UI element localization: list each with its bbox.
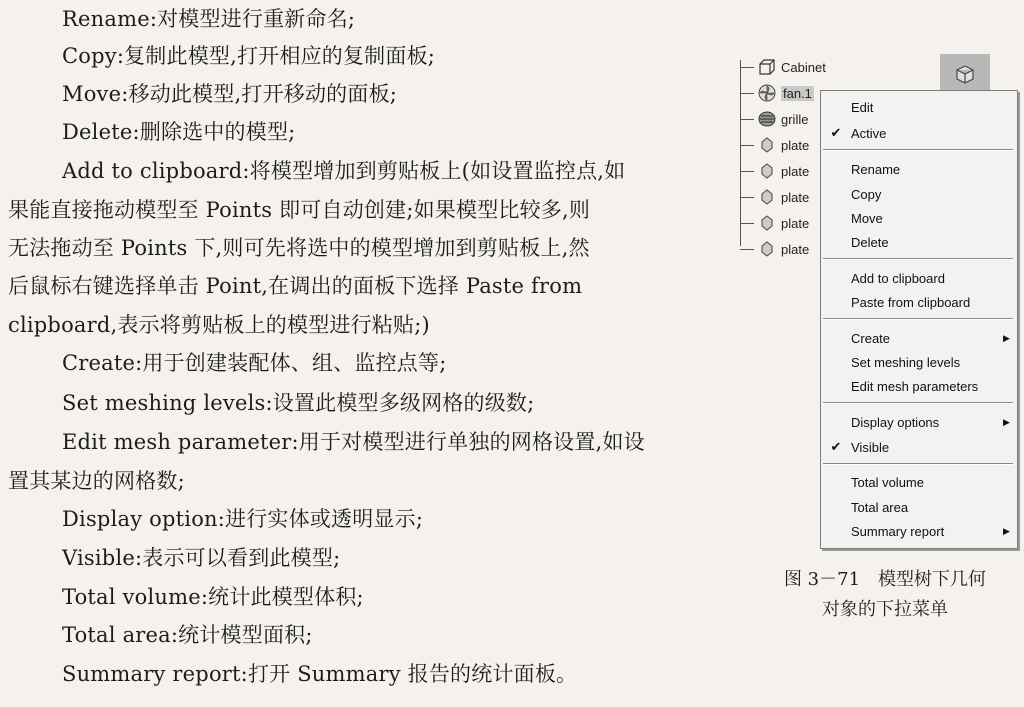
menu-item-delete[interactable]: Delete bbox=[851, 234, 889, 250]
menu-item-add-to-clipboard[interactable]: Add to clipboard bbox=[851, 270, 945, 286]
text-line: 果能直接拖动模型至 Points 即可自动创建;如果模型比较多,则 bbox=[8, 198, 591, 222]
tree-item-label: plate bbox=[781, 189, 810, 205]
plate-icon bbox=[758, 240, 776, 258]
text-line: Set meshing levels:设置此模型多级网格的级数; bbox=[62, 391, 535, 415]
menu-separator bbox=[823, 318, 1013, 320]
caption-line: 图 3－71 模型树下几何 bbox=[783, 569, 987, 590]
caption-line: 对象的下拉菜单 bbox=[822, 599, 948, 620]
tree-item-label: plate bbox=[781, 137, 810, 153]
menu-item-move[interactable]: Move bbox=[851, 210, 883, 226]
text-line: 后鼠标右键选择单击 Point,在调出的面板下选择 Paste from bbox=[8, 274, 583, 298]
text-line: Copy:复制此模型,打开相应的复制面板; bbox=[62, 44, 436, 68]
toolbar-cube-button[interactable] bbox=[940, 54, 990, 94]
menu-item-create[interactable]: Create ▶ bbox=[821, 327, 1017, 349]
menu-item-set-meshing-levels[interactable]: Set meshing levels bbox=[851, 354, 961, 370]
menu-separator bbox=[823, 463, 1013, 465]
tree-item-plate[interactable] bbox=[740, 238, 809, 260]
text-line: Rename:对模型进行重新命名; bbox=[62, 7, 356, 31]
plate-icon bbox=[758, 136, 776, 154]
menu-item-rename[interactable]: Rename bbox=[851, 161, 901, 177]
text-line: Edit mesh parameter:用于对模型进行单独的网格设置,如设 bbox=[62, 430, 645, 454]
menu-item-summary-report[interactable]: Summary report ▶ bbox=[821, 520, 1017, 542]
menu-separator bbox=[823, 149, 1013, 151]
grille-icon bbox=[758, 110, 776, 128]
fan-icon bbox=[758, 84, 776, 102]
text-line: clipboard,表示将剪贴板上的模型进行粘贴;) bbox=[8, 313, 430, 337]
tree-item-label: plate bbox=[781, 241, 810, 257]
menu-item-display-options[interactable]: Display options ▶ bbox=[821, 411, 1017, 433]
plate-icon bbox=[758, 188, 776, 206]
tree-item-plate[interactable] bbox=[740, 160, 809, 182]
text-line: Add to clipboard:将模型增加到剪贴板上(如设置监控点,如 bbox=[62, 159, 626, 183]
check-icon: ✔ bbox=[830, 439, 842, 454]
menu-separator bbox=[823, 258, 1013, 260]
menu-item-active[interactable]: ✔ Active bbox=[821, 122, 1017, 144]
text-line: Display option:进行实体或透明显示; bbox=[62, 507, 424, 531]
text-line: Delete:删除选中的模型; bbox=[62, 120, 296, 144]
menu-item-edit[interactable]: Edit bbox=[851, 99, 874, 115]
text-line: 置其某边的网格数; bbox=[8, 469, 185, 493]
cabinet-box-icon bbox=[758, 58, 776, 76]
plate-icon bbox=[758, 162, 776, 180]
menu-item-paste-from-clipboard[interactable]: Paste from clipboard bbox=[851, 294, 971, 310]
text-line: Total area:统计模型面积; bbox=[62, 623, 313, 647]
tree-item-plate[interactable] bbox=[740, 134, 809, 156]
tree-item-label: fan.1 bbox=[783, 85, 812, 101]
context-menu bbox=[820, 90, 1018, 549]
text-line: Total volume:统计此模型体积; bbox=[62, 585, 364, 609]
check-icon: ✔ bbox=[830, 125, 842, 140]
tree-item-label: Cabinet bbox=[781, 59, 826, 75]
text-line: Create:用于创建装配体、组、监控点等; bbox=[62, 351, 447, 375]
submenu-arrow-icon: ▶ bbox=[1003, 416, 1010, 427]
menu-item-copy[interactable]: Copy bbox=[851, 186, 882, 202]
text-line: Visible:表示可以看到此模型; bbox=[62, 546, 341, 570]
tree-item-fan[interactable] bbox=[740, 82, 814, 104]
text-line: Move:移动此模型,打开移动的面板; bbox=[62, 82, 398, 106]
tree-item-label: plate bbox=[781, 215, 810, 231]
menu-separator bbox=[823, 402, 1013, 404]
figure-screenshot bbox=[730, 48, 1020, 558]
menu-item-total-volume[interactable]: Total volume bbox=[851, 474, 924, 490]
figure-caption bbox=[760, 565, 1010, 625]
tree-item-label: plate bbox=[781, 163, 810, 179]
menu-item-total-area[interactable]: Total area bbox=[851, 499, 909, 515]
menu-item-edit-mesh-parameters[interactable]: Edit mesh parameters bbox=[851, 378, 979, 394]
plate-icon bbox=[758, 214, 776, 232]
menu-item-visible[interactable]: ✔ Visible bbox=[821, 436, 1017, 458]
tree-item-label: grille bbox=[781, 111, 809, 127]
tree-item-cabinet[interactable] bbox=[740, 56, 826, 78]
tree-item-plate[interactable] bbox=[740, 212, 809, 234]
text-line: Summary report:打开 Summary 报告的统计面板。 bbox=[62, 662, 578, 686]
tree-item-plate[interactable] bbox=[740, 186, 809, 208]
tree-item-grille[interactable] bbox=[740, 108, 808, 130]
submenu-arrow-icon: ▶ bbox=[1003, 332, 1010, 343]
text-line: 无法拖动至 Points 下,则可先将选中的模型增加到剪贴板上,然 bbox=[8, 236, 590, 260]
submenu-arrow-icon: ▶ bbox=[1003, 525, 1010, 536]
